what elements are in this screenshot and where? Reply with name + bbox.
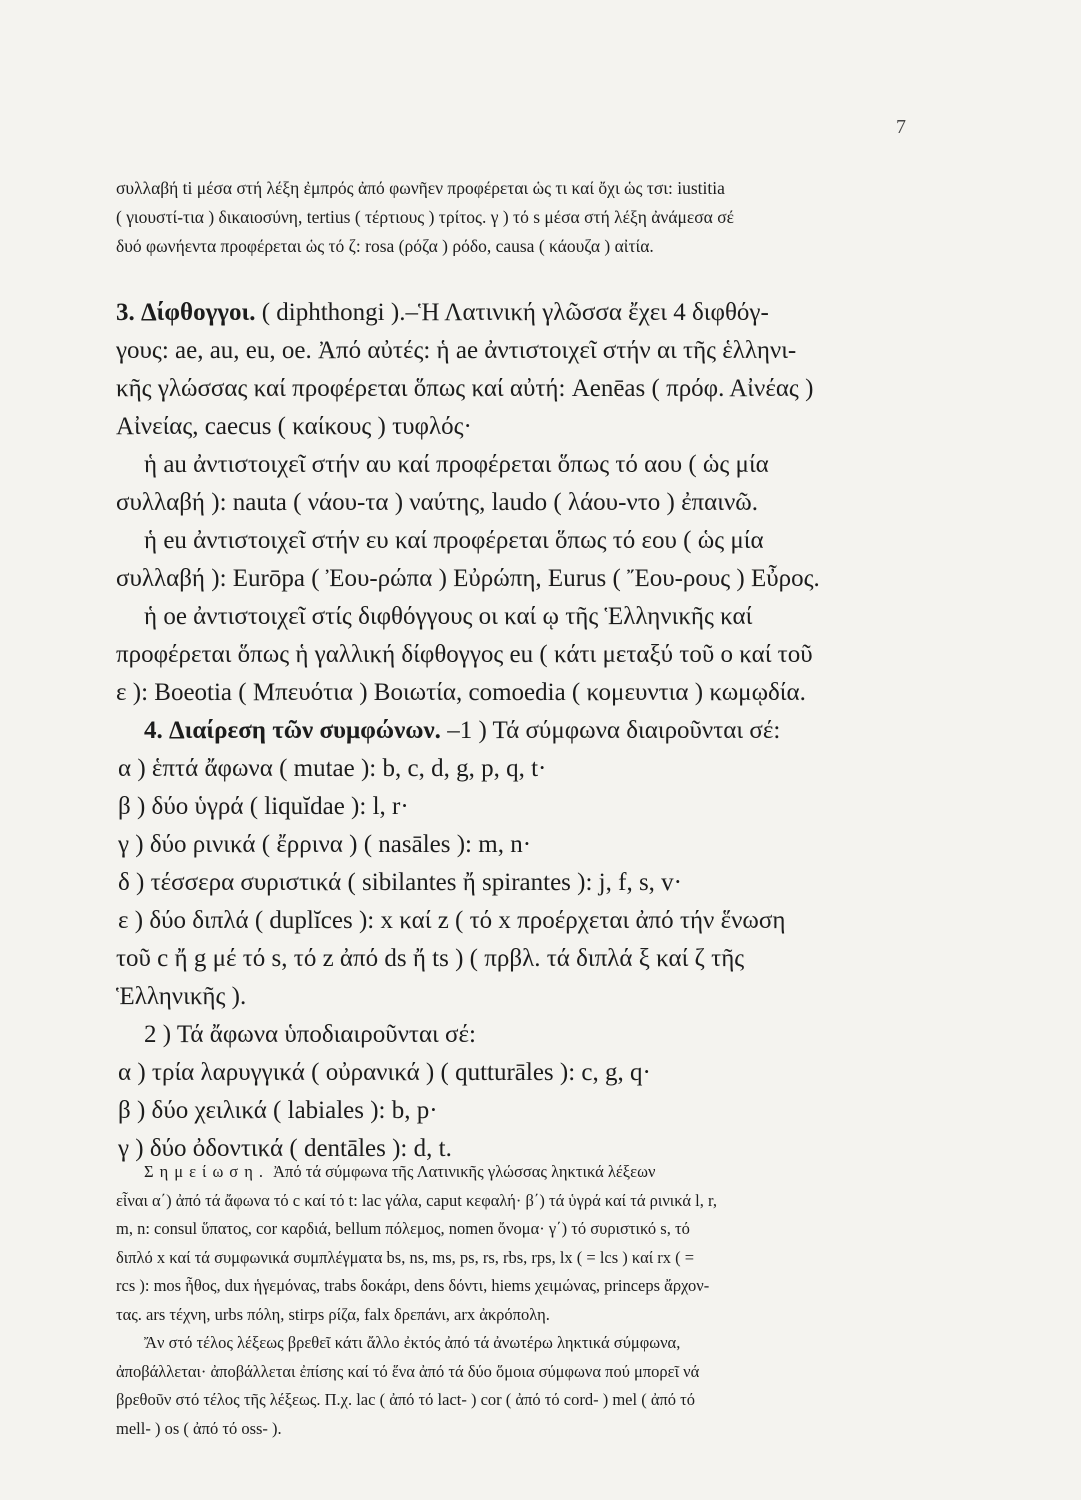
- text-line: Αἰνείας, caecus ( καίκους ) τυφλός·: [116, 413, 472, 440]
- heading-text: –1 ) Τά σύμφωνα διαιροῦνται σέ:: [440, 717, 781, 744]
- text-line: τας. ars τέχνη, urbs πόλη, stirps ρίζα, falx δρεπάνι, arx ἀκρόπολη.: [116, 1304, 550, 1324]
- text-line: συλλαβή ): Eurōpa ( Ἐου-ρώπα ) Εὐρώπη, Eurus ( Ἔου-ρους ) Εὖρος.: [116, 565, 820, 592]
- text-line: κῆς γλώσσας καί προφέρεται ὅπως καί αὐτή: Aenēas ( πρόφ. Αἰνέας ): [116, 375, 814, 402]
- list-item: α ) ἑπτά ἄφωνα ( mutae ): b, c, d, g, p, q, t·: [118, 755, 547, 782]
- note-label: Σημείωση.: [144, 1162, 269, 1181]
- text-line: ( γιουστί-τια ) δικαιοσύνη, tertius ( τέρτιους ) τρίτος. γ ) τό s μέσα στή λέξη ἀνάμεσα σέ: [116, 207, 734, 227]
- text-line: συλλαβή ): nauta ( νάου-τα ) ναύτης, laudo ( λάου-ντο ) ἐπαινῶ.: [116, 489, 759, 516]
- text-line: τοῦ c ἤ g μέ τό s, τό z ἀπό ds ἤ ts ) ( πρβλ. τά διπλά ξ καί ζ τῆς: [116, 945, 745, 972]
- text-line: εἶναι α΄) ἀπό τά ἄφωνα τό c καί τό t: lac γάλα, caput κεφαλή· β΄) τά ὑγρά καί τά ρινικά l, r,: [116, 1190, 717, 1210]
- note-first-line: [116, 1158, 912, 1187]
- text-line: γους: ae, au, eu, oe. Ἀπό αὐτές: ἡ ae ἀντιστοιχεῖ στήν αι τῆς ἑλληνι-: [116, 337, 797, 364]
- section-diphthongs: [116, 294, 912, 712]
- text-line: προφέρεται ὅπως ἡ γαλλική δίφθογγος eu ( κάτι μεταξύ τοῦ ο καί τοῦ: [116, 641, 813, 668]
- section-consonant-division: [116, 712, 912, 1168]
- text-line: ε ): Boeotia ( Μπευότια ) Βοιωτία, comoedia ( κομευντια ) κωμῳδία.: [116, 679, 806, 706]
- list-item: δ ) τέσσερα συριστικά ( sibilantes ἤ spirantes ): j, f, s, v·: [118, 869, 683, 896]
- text-line: m, n: consul ὕπατος, cor καρδιά, bellum πόλεμος, nomen ὄνομα· γ΄) τό συριστικό s, τό: [116, 1219, 690, 1238]
- list-item: α ) τρία λαρυγγικά ( οὐρανικά ) ( qutturāles ): c, g, q·: [118, 1059, 651, 1086]
- list-item: ε ) δύο διπλά ( duplĭces ): x καί z ( τό x προέρχεται ἀπό τήν ἕνωση: [118, 907, 786, 934]
- text-line: ἡ au ἀντιστοιχεῖ στήν αυ καί προφέρεται ὅπως τό αου ( ὡς μία: [144, 451, 769, 478]
- list-item: γ ) δύο ὀδοντικά ( dentāles ): d, t.: [118, 1135, 452, 1162]
- text-line: ἀποβάλλεται· ἀποβάλλεται ἐπίσης καί τό ἕνα ἀπό τά δύο ὅμοια σύμφωνα πού μπορεῖ νά: [116, 1361, 700, 1381]
- section-number: 4.: [144, 717, 163, 744]
- text-line: mell- ) os ( ἀπό τό oss- ).: [116, 1418, 282, 1438]
- text-line: ἡ oe ἀντιστοιχεῖ στίς διφθόγγους οι καί ῳ τῆς Ἑλληνικῆς καί: [144, 603, 753, 630]
- section-title: Διαίρεση τῶν συμφώνων.: [169, 717, 441, 744]
- intro-paragraph: [116, 174, 912, 261]
- note-block: [116, 1158, 912, 1443]
- text-line: Ἄν στό τέλος λέξεως βρεθεῖ κάτι ἄλλο ἐκτός ἀπό τά ἀνωτέρω ληκτικά σύμφωνα,: [144, 1333, 681, 1352]
- section-number: 3.: [116, 299, 135, 326]
- section-heading: [116, 294, 912, 332]
- section-title: Δίφθογγοι.: [141, 299, 256, 326]
- text-line: ἡ eu ἀντιστοιχεῖ στήν ευ καί προφέρεται ὅπως τό εου ( ὡς μία: [144, 527, 764, 554]
- text-line: Ἑλληνικῆς ).: [116, 983, 247, 1010]
- section-heading: [116, 712, 912, 750]
- text-line: συλλαβή ti μέσα στή λέξη ἐμπρός ἀπό φωνῆεν προφέρεται ὡς τι καί ὄχι ὡς τσι: iustitia: [116, 178, 725, 198]
- subsection-heading: 2 ) Τά ἄφωνα ὑποδιαιροῦνται σέ:: [144, 1021, 476, 1048]
- list-item: β ) δύο χειλικά ( labiales ): b, p·: [118, 1097, 438, 1124]
- note-text: Ἀπό τά σύμφωνα τῆς Λατινικῆς γλώσσας ληκτικά λέξεων: [268, 1162, 656, 1181]
- text-line: βρεθοῦν στό τέλος τῆς λέξεως. Π.χ. lac ( ἀπό τό lact- ) cor ( ἀπό τό cord- ) mel ( ἀπό τό: [116, 1390, 696, 1409]
- text-line: διπλό x καί τά συμφωνικά συμπλέγματα bs, ns, ms, ps, rs, rbs, rps, lx ( = lcs ) καί rx ( =: [116, 1247, 695, 1267]
- list-item: β ) δύο ὑγρά ( liquĭdae ): l, r·: [118, 793, 409, 820]
- list-item: γ ) δύο ρινικά ( ἔρρινα ) ( nasāles ): m, n·: [118, 831, 532, 858]
- page-number: 7: [896, 116, 906, 138]
- heading-text: ( diphthongi ).–Ἡ Λατινική γλῶσσα ἔχει 4 διφθόγ-: [255, 299, 769, 326]
- text-line: δυό φωνήεντα προφέρεται ὡς τό ζ: rosa (ρόζα ) ρόδο, causa ( κάουζα ) αἰτία.: [116, 236, 654, 256]
- text-line: rcs ): mos ἦθος, dux ἡγεμόνας, trabs δοκάρι, dens δόντι, hiems χειμώνας, princeps ἄρχον-: [116, 1276, 710, 1295]
